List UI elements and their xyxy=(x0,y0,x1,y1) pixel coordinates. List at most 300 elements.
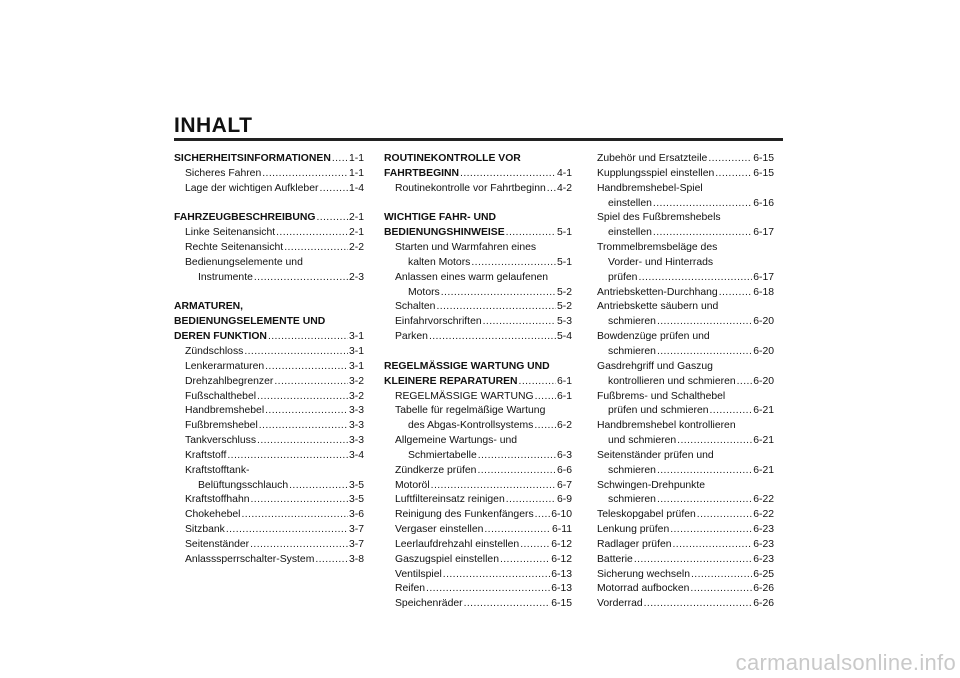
dot-leader xyxy=(254,271,348,286)
toc-entry-title: Reifen xyxy=(395,583,426,595)
toc-page-number: 3-1 xyxy=(348,345,364,357)
dot-leader xyxy=(431,479,556,494)
toc-entry-title: KLEINERE REPARATUREN xyxy=(384,375,518,387)
toc-column-3 xyxy=(597,152,774,612)
toc-entry-title: Einfahrvorschriften xyxy=(395,316,482,328)
toc-entry[interactable] xyxy=(174,404,364,419)
toc-entry[interactable] xyxy=(597,286,774,301)
toc-page-number: 3-8 xyxy=(348,553,364,565)
toc-section-heading xyxy=(384,360,572,375)
toc-entry-title: schmieren xyxy=(608,345,656,357)
toc-entry-title: Linke Seitenansicht xyxy=(185,227,276,239)
toc-entry[interactable] xyxy=(597,508,774,523)
dot-leader xyxy=(519,375,556,390)
toc-entry[interactable] xyxy=(384,538,572,553)
toc-entry-title: BEDIENUNGSELEMENTE UND xyxy=(174,316,326,328)
toc-entry-title: Bedienungselemente und xyxy=(185,256,303,268)
toc-entry-title: Kraftstofftank- xyxy=(185,464,250,476)
toc-entry-title: FAHRZEUGBESCHREIBUNG xyxy=(174,212,316,224)
toc-entry xyxy=(597,360,774,375)
toc-column-2 xyxy=(384,152,572,612)
toc-entry[interactable] xyxy=(597,167,774,182)
toc-page-number: 2-3 xyxy=(348,271,364,283)
toc-entry-title: SICHERHEITSINFORMATIONEN xyxy=(174,153,331,164)
toc-entry[interactable] xyxy=(384,390,572,405)
dot-leader xyxy=(484,523,551,538)
toc-entry[interactable] xyxy=(174,241,364,256)
toc-entry[interactable] xyxy=(597,375,774,390)
toc-entry[interactable] xyxy=(384,508,572,523)
toc-entry-title: Gaszugspiel einstellen xyxy=(395,553,499,565)
toc-entry-title: Kupplungsspiel einstellen xyxy=(597,167,715,179)
toc-page-number: 3-5 xyxy=(348,479,364,491)
dot-leader xyxy=(506,493,556,508)
toc-page-number: 3-7 xyxy=(348,538,364,550)
toc-entry xyxy=(384,404,572,419)
toc-page-number: 5-3 xyxy=(556,316,572,328)
dot-leader xyxy=(262,167,348,182)
toc-section-heading[interactable] xyxy=(384,167,572,182)
toc-entry[interactable] xyxy=(174,360,364,375)
toc-entry-title: Vorder- und Hinterrads xyxy=(608,256,714,268)
toc-entry[interactable] xyxy=(597,197,774,212)
dot-leader xyxy=(244,345,348,360)
toc-entry-title: Antriebsketten-Durchhang xyxy=(597,286,718,298)
toc-entry-title: Rechte Seitenansicht xyxy=(185,242,284,254)
toc-page-number: 6-17 xyxy=(753,271,774,283)
toc-section-heading[interactable] xyxy=(384,375,572,390)
toc-page-number: 6-3 xyxy=(556,449,572,461)
toc-entry[interactable] xyxy=(597,597,774,612)
toc-entry xyxy=(597,449,774,464)
dot-leader xyxy=(657,464,752,479)
dot-leader xyxy=(289,479,348,494)
toc-entry-title: REGELMÄSSIGE WARTUNG xyxy=(395,390,534,402)
toc-page-number: 3-5 xyxy=(348,494,364,506)
toc-entry[interactable] xyxy=(597,152,774,167)
toc-page-number: 1-4 xyxy=(348,182,364,194)
toc-entry-title: Luftfiltereinsatz reinigen xyxy=(395,494,505,506)
toc-page-number: 1-1 xyxy=(348,167,364,179)
toc-entry xyxy=(597,211,774,226)
toc-page-number: 6-15 xyxy=(753,167,774,179)
toc-entry-title: Instrumente xyxy=(198,271,253,283)
toc-entry-title: Lenkung prüfen xyxy=(597,524,670,536)
toc-entry-title: Tankverschluss xyxy=(185,435,257,447)
dot-leader xyxy=(697,508,752,523)
toc-page-number: 6-26 xyxy=(753,583,774,595)
toc-section-heading[interactable] xyxy=(174,152,364,167)
toc-page-number: 6-13 xyxy=(551,568,572,580)
toc-entry-title: prüfen xyxy=(608,271,638,283)
toc-entry-title: Antriebskette säubern und xyxy=(597,301,719,313)
toc-entry-title: schmieren xyxy=(608,494,656,506)
toc-entry-title: Leerlaufdrehzahl einstellen xyxy=(395,538,520,550)
toc-entry-title: kalten Motors xyxy=(408,256,471,268)
toc-entry-title: einstellen xyxy=(608,227,652,239)
dot-leader xyxy=(644,597,753,612)
toc-entry[interactable] xyxy=(174,271,364,286)
toc-entry-title: Kraftstoffhahn xyxy=(185,494,250,506)
dot-leader xyxy=(315,553,348,568)
toc-entry-title: einstellen xyxy=(608,197,652,209)
toc-entry[interactable] xyxy=(384,479,572,494)
toc-page-number: 6-1 xyxy=(556,375,572,387)
toc-page-number: 5-1 xyxy=(556,256,572,268)
toc-entry-title: Routinekontrolle vor Fahrtbeginn xyxy=(395,182,546,194)
toc-page-number: 3-3 xyxy=(348,435,364,447)
toc-section-heading xyxy=(384,211,572,226)
toc-entry-title: Chokehebel xyxy=(185,509,241,521)
dot-leader xyxy=(691,568,752,583)
dot-leader xyxy=(708,152,752,167)
toc-entry-title: Lenkerarmaturen xyxy=(185,360,265,372)
toc-page-number: 6-20 xyxy=(753,375,774,387)
toc-entry xyxy=(384,271,572,286)
dot-leader xyxy=(460,167,556,182)
toc-entry-title: Handbremshebel-Spiel xyxy=(597,182,703,194)
toc-entry[interactable] xyxy=(174,375,364,390)
toc-entry-title: Schmiertabelle xyxy=(408,449,477,461)
toc-entry-title: Lage der wichtigen Aufkleber xyxy=(185,182,319,194)
toc-entry[interactable] xyxy=(597,315,774,330)
toc-entry[interactable] xyxy=(597,538,774,553)
toc-entry-title: Fußbremshebel xyxy=(185,420,258,432)
toc-entry[interactable] xyxy=(384,315,572,330)
dot-leader xyxy=(653,226,752,241)
dot-leader xyxy=(478,449,556,464)
toc-entry-title: Schalten xyxy=(395,301,436,313)
toc-entry-title: Sicherung wechseln xyxy=(597,568,690,580)
toc-section-heading[interactable] xyxy=(174,211,364,226)
toc-page-number: 6-15 xyxy=(551,598,572,610)
dot-leader xyxy=(677,434,752,449)
toc-entry xyxy=(597,330,774,345)
toc-page-number: 3-2 xyxy=(348,390,364,402)
toc-entry[interactable] xyxy=(597,464,774,479)
dot-leader xyxy=(250,538,348,553)
toc-entry-title: Zubehör und Ersatzteile xyxy=(597,153,708,164)
toc-page-number: 6-21 xyxy=(753,405,774,417)
toc-entry[interactable] xyxy=(174,345,364,360)
toc-entry[interactable] xyxy=(174,538,364,553)
dot-leader xyxy=(268,330,348,345)
toc-page-number: 2-1 xyxy=(348,227,364,239)
toc-page-number: 1-1 xyxy=(348,153,364,164)
dot-leader xyxy=(471,256,556,271)
toc-column-1 xyxy=(174,152,364,568)
toc-entry[interactable] xyxy=(384,330,572,345)
toc-entry[interactable] xyxy=(597,404,774,419)
toc-entry[interactable] xyxy=(597,553,774,568)
toc-entry[interactable] xyxy=(174,479,364,494)
toc-entry[interactable] xyxy=(384,582,572,597)
dot-leader xyxy=(251,493,348,508)
toc-page-number: 6-12 xyxy=(551,553,572,565)
toc-entry[interactable] xyxy=(384,523,572,538)
dot-leader xyxy=(500,553,550,568)
dot-leader xyxy=(436,300,556,315)
toc-entry-title: des Abgas-Kontrollsystems xyxy=(408,420,534,432)
toc-entry[interactable] xyxy=(384,256,572,271)
dot-leader xyxy=(319,182,348,197)
toc-entry-title: Belüftungsschlauch xyxy=(198,479,289,491)
toc-spacer xyxy=(384,197,572,212)
toc-entry-title: Bowdenzüge prüfen und xyxy=(597,331,710,343)
toc-entry-title: Batterie xyxy=(597,553,633,565)
toc-page-number: 6-23 xyxy=(753,553,774,565)
toc-page-number: 6-22 xyxy=(753,509,774,521)
toc-entry[interactable] xyxy=(174,493,364,508)
toc-entry-title: Vorderrad xyxy=(597,598,643,610)
toc-page-number: 5-4 xyxy=(556,331,572,343)
dot-leader xyxy=(464,597,551,612)
dot-leader xyxy=(638,271,752,286)
toc-entry xyxy=(597,390,774,405)
toc-entry-title: Starten und Warmfahren eines xyxy=(395,242,537,254)
toc-entry xyxy=(597,479,774,494)
toc-page-number: 6-6 xyxy=(556,464,572,476)
toc-page-number: 3-3 xyxy=(348,420,364,432)
toc-entry-title: Motors xyxy=(408,286,440,298)
toc-entry-title: Parken xyxy=(395,331,428,343)
toc-entry-title: prüfen und schmieren xyxy=(608,405,709,417)
toc-entry-title: Teleskopgabel prüfen xyxy=(597,509,696,521)
toc-page-number: 6-21 xyxy=(753,464,774,476)
dot-leader xyxy=(520,538,550,553)
toc-entry-title: Kraftstoff xyxy=(185,449,227,461)
toc-entry-title: Seitenständer prüfen und xyxy=(597,449,714,461)
dot-leader xyxy=(429,330,556,345)
toc-entry[interactable] xyxy=(174,390,364,405)
toc-entry[interactable] xyxy=(384,568,572,583)
dot-leader xyxy=(477,464,556,479)
toc-section-heading[interactable] xyxy=(174,330,364,345)
toc-entry[interactable] xyxy=(384,300,572,315)
dot-leader xyxy=(276,226,348,241)
toc-entry[interactable] xyxy=(384,182,572,197)
toc-entry-title: Reinigung des Funkenfängers xyxy=(395,509,534,521)
toc-entry[interactable] xyxy=(174,434,364,449)
toc-entry-title: Radlager prüfen xyxy=(597,538,672,550)
toc-page-number: 6-10 xyxy=(551,509,572,521)
toc-page-number: 5-1 xyxy=(556,227,572,239)
toc-entry-title: Allgemeine Wartungs- und xyxy=(395,435,518,447)
dot-leader xyxy=(316,211,348,226)
toc-entry[interactable] xyxy=(597,493,774,508)
toc-entry-title: kontrollieren und schmieren xyxy=(608,375,736,387)
dot-leader xyxy=(657,315,752,330)
toc-entry-title: Sicheres Fahren xyxy=(185,167,262,179)
toc-entry xyxy=(597,256,774,271)
dot-leader xyxy=(257,434,348,449)
toc-page-number: 3-1 xyxy=(348,360,364,372)
toc-entry-title: Fußbrems- und Schalthebel xyxy=(597,390,726,402)
toc-page-number: 6-20 xyxy=(753,316,774,328)
dot-leader xyxy=(226,523,348,538)
toc-entry-title: Speichenräder xyxy=(395,598,463,610)
toc-section-heading xyxy=(384,152,572,167)
toc-entry-title: Gasdrehgriff und Gaszug xyxy=(597,360,713,372)
toc-section-heading xyxy=(174,300,364,315)
toc-entry[interactable] xyxy=(597,523,774,538)
toc-page-number: 6-23 xyxy=(753,538,774,550)
toc-page-number: 3-4 xyxy=(348,449,364,461)
toc-entry-title: Zündschloss xyxy=(185,345,244,357)
toc-entry[interactable] xyxy=(384,286,572,301)
toc-entry[interactable] xyxy=(384,493,572,508)
toc-entry[interactable] xyxy=(174,167,364,182)
toc-entry-title: Schwingen-Drehpunkte xyxy=(597,479,706,491)
toc-entry-title: DEREN FUNKTION xyxy=(174,331,267,343)
toc-page-number: 5-2 xyxy=(556,286,572,298)
toc-page-number: 6-1 xyxy=(556,390,572,402)
toc-entry[interactable] xyxy=(174,449,364,464)
dot-leader xyxy=(535,390,556,405)
toc-page-number: 6-2 xyxy=(556,420,572,432)
toc-spacer xyxy=(174,286,364,301)
dot-leader xyxy=(443,568,550,583)
dot-leader xyxy=(715,167,752,182)
toc-entry-title: schmieren xyxy=(608,316,656,328)
toc-entry-title: Handbremshebel kontrollieren xyxy=(597,420,736,432)
toc-entry-title: FAHRTBEGINN xyxy=(384,167,460,179)
toc-entry xyxy=(174,256,364,271)
toc-entry[interactable] xyxy=(174,508,364,523)
dot-leader xyxy=(673,538,753,553)
toc-entry-title: Seitenständer xyxy=(185,538,250,550)
toc-entry[interactable] xyxy=(174,553,364,568)
toc-entry-title: Spiel des Fußbremshebels xyxy=(597,212,721,224)
toc-spacer xyxy=(384,345,572,360)
toc-page-number: 6-23 xyxy=(753,524,774,536)
dot-leader xyxy=(257,390,348,405)
toc-entry xyxy=(384,241,572,256)
toc-entry-title: Handbremshebel xyxy=(185,405,265,417)
dot-leader xyxy=(710,404,753,419)
toc-entry-title: schmieren xyxy=(608,464,656,476)
toc-entry-title: Zündkerze prüfen xyxy=(395,464,477,476)
toc-page-number: 3-3 xyxy=(348,405,364,417)
toc-page-number: 4-2 xyxy=(556,182,572,194)
toc-page-number: 4-1 xyxy=(556,167,572,179)
toc-entry-title: Drehzahlbegrenzer xyxy=(185,375,274,387)
toc-page-number: 3-1 xyxy=(348,331,364,343)
toc-entry[interactable] xyxy=(174,523,364,538)
toc-entry-title: Ventilspiel xyxy=(395,568,442,580)
dot-leader xyxy=(535,508,551,523)
toc-page-number: 3-2 xyxy=(348,375,364,387)
toc-page-number: 6-22 xyxy=(753,494,774,506)
toc-entry-title: Trommelbremsbeläge des xyxy=(597,242,718,254)
toc-entry[interactable] xyxy=(174,226,364,241)
toc-page-number: 2-1 xyxy=(348,212,364,224)
dot-leader xyxy=(483,315,556,330)
toc-entry[interactable] xyxy=(597,568,774,583)
title-rule xyxy=(174,138,783,141)
toc-page-number: 6-26 xyxy=(753,598,774,610)
toc-entry-title: ROUTINEKONTROLLE VOR xyxy=(384,153,521,164)
toc-entry[interactable] xyxy=(597,226,774,241)
dot-leader xyxy=(265,404,348,419)
toc-section-heading xyxy=(174,315,364,330)
dot-leader xyxy=(737,375,753,390)
toc-entry-title: Motorrad aufbocken xyxy=(597,583,690,595)
toc-entry xyxy=(597,300,774,315)
dot-leader xyxy=(634,553,752,568)
toc-entry xyxy=(597,241,774,256)
toc-page-number: 6-13 xyxy=(551,583,572,595)
toc-page-number: 6-25 xyxy=(753,568,774,580)
toc-entry-title: Vergaser einstellen xyxy=(395,524,484,536)
dot-leader xyxy=(719,286,752,301)
toc-page-number: 3-7 xyxy=(348,524,364,536)
toc-page-number: 6-17 xyxy=(753,227,774,239)
toc-entry-title: Motoröl xyxy=(395,479,430,491)
dot-leader xyxy=(670,523,752,538)
toc-page-number: 6-18 xyxy=(753,286,774,298)
toc-entry xyxy=(384,434,572,449)
toc-page-number: 6-11 xyxy=(551,524,572,536)
dot-leader xyxy=(265,360,348,375)
dot-leader xyxy=(441,286,556,301)
toc-entry[interactable] xyxy=(384,449,572,464)
toc-entry-title: BEDIENUNGSHINWEISE xyxy=(384,227,505,239)
dot-leader xyxy=(426,582,550,597)
dot-leader xyxy=(227,449,348,464)
dot-leader xyxy=(534,419,556,434)
toc-page-number: 6-15 xyxy=(753,153,774,164)
toc-entry-title: REGELMÄSSIGE WARTUNG UND xyxy=(384,360,550,372)
toc-entry-title: Anlassen eines warm gelaufenen xyxy=(395,271,549,283)
toc-entry-title: Anlasssperrschalter-System xyxy=(185,553,315,565)
toc-entry[interactable] xyxy=(597,345,774,360)
toc-entry-title: ARMATUREN, xyxy=(174,301,244,313)
toc-entry[interactable] xyxy=(174,182,364,197)
dot-leader xyxy=(259,419,348,434)
toc-entry[interactable] xyxy=(597,434,774,449)
dot-leader xyxy=(657,493,752,508)
toc-page-number: 6-20 xyxy=(753,345,774,357)
toc-page-number: 6-21 xyxy=(753,435,774,447)
toc-entry xyxy=(597,182,774,197)
toc-entry-title: Tabelle für regelmäßige Wartung xyxy=(395,405,546,417)
toc-page-number: 5-2 xyxy=(556,301,572,313)
toc-page-number: 6-7 xyxy=(556,479,572,491)
toc-page-number: 6-16 xyxy=(753,197,774,209)
toc-entry[interactable] xyxy=(384,419,572,434)
toc-entry[interactable] xyxy=(597,271,774,286)
toc-entry[interactable] xyxy=(597,582,774,597)
toc-page-number: 6-9 xyxy=(556,494,572,506)
toc-entry-title: und schmieren xyxy=(608,435,677,447)
watermark[interactable]: carmanualsonline.info xyxy=(735,650,956,675)
dot-leader xyxy=(657,345,752,360)
toc-page-number: 6-12 xyxy=(551,538,572,550)
dot-leader xyxy=(332,152,348,167)
toc-entry-title: WICHTIGE FAHR- UND xyxy=(384,212,496,224)
toc-entry[interactable] xyxy=(174,419,364,434)
toc-entry[interactable] xyxy=(384,597,572,612)
toc-entry xyxy=(174,464,364,479)
dot-leader xyxy=(284,241,348,256)
toc-page-number: 2-2 xyxy=(348,242,364,254)
dot-leader xyxy=(241,508,348,523)
toc-section-heading[interactable] xyxy=(384,226,572,241)
toc-entry[interactable] xyxy=(384,553,572,568)
dot-leader xyxy=(653,197,752,212)
toc-entry[interactable] xyxy=(384,464,572,479)
